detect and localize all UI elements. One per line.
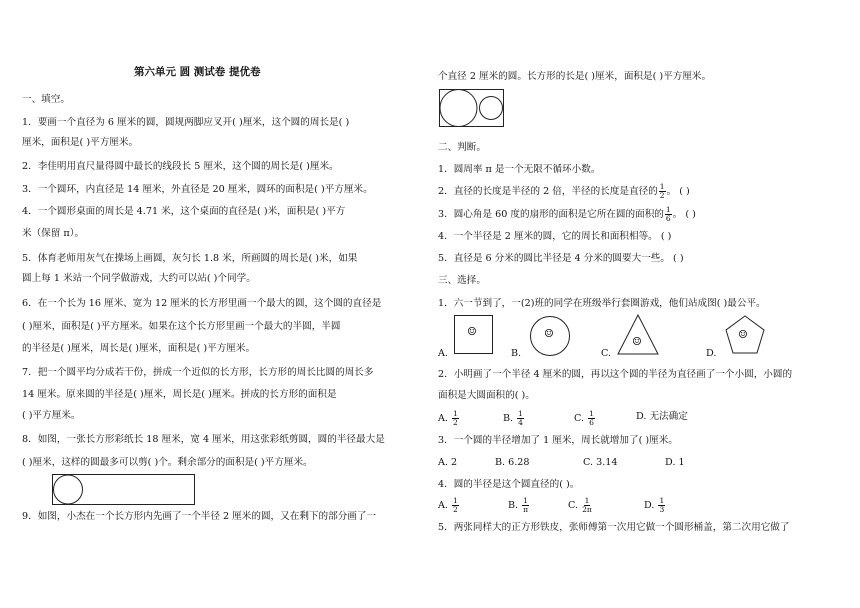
choice-2-option-d: D. 无法确定 (636, 411, 688, 422)
choice-2-option-c: C. $\frac{1}{6}$ (574, 409, 594, 427)
choice-1-option-b: B. (511, 348, 522, 359)
question-1-line-1: 1．要画一个直径为 6 厘米的圆，圆规两脚应叉开( )厘米，这个圆的周长是( ) (22, 117, 350, 128)
choice-2-option-a: A. $\frac{1}{2}$ (438, 409, 458, 427)
choice-4-option-c: C. $\frac{1}{2\pi}$ (568, 496, 592, 514)
question-6-line-2: ( )厘米，面积是( )平方厘米。如果在这个长方形里画一个最大的半圆，半圆 (22, 321, 341, 332)
choice-3: 3．一个圆的半径增加了 1 厘米，周长就增加了( )厘米。 (438, 435, 678, 446)
choice-4-option-a: A. $\frac{1}{2}$ (438, 496, 458, 514)
choice-4: 4．圆的半径是这个圆直径的( )。 (438, 479, 580, 490)
choice-1-option-a: A. (438, 348, 448, 359)
page-title: 第六单元 圆 测试卷 提优卷 (134, 66, 261, 78)
judge-3: 3．圆心角是 60 度的扇形的面积是它所在圆的面积的 $\frac{1}{6}$ 。 ( ) (438, 205, 696, 223)
judge-5: 5．直径是 6 分米的圆比半径是 4 分米的圆要大一些。 ( ) (438, 253, 684, 264)
smiley-icon: ☺ (544, 327, 554, 340)
smiley-icon: ☺ (632, 335, 642, 348)
question-6-line-1: 6．在一个长为 16 厘米、宽为 12 厘米的长方形里画一个最大的圆，这个圆的直径是 (22, 298, 382, 309)
rectangle-two-circles-figure (439, 89, 505, 128)
question-7-line-1: 7．把一个圆平均分成若干份，拼成一个近似的长方形，长方形的周长比圆的周长多 (22, 367, 374, 378)
question-7-line-3: ( )平方厘米。 (22, 410, 81, 421)
question-6-line-3: 的半径是( )厘米，周长是( )厘米，面积是( )平方厘米。 (22, 343, 256, 354)
section-judge-heading: 二、判断。 (438, 142, 486, 153)
choice-3-option-a: A. 2 (438, 457, 458, 468)
fraction-one-half: $\frac{1}{2}$ (659, 182, 665, 200)
choice-4-option-d: D. $\frac{1}{3}$ (644, 496, 665, 514)
question-3: 3．一个圆环，内直径是 14 厘米，外直径是 20 厘米，圆环的面积是( )平方厘米。 (22, 184, 373, 195)
choice-3-option-c: C. 3.14 (583, 457, 618, 468)
section-choice-heading: 三、选择。 (438, 275, 486, 286)
section-fill-blank-heading: 一、填空。 (22, 94, 70, 105)
judge-2: 2．直径的长度是半径的 2 倍，半径的长度是直径的 $\frac{1}{2}$ 。 ( ) (438, 182, 690, 200)
smiley-icon: ☺ (738, 328, 748, 341)
question-1-line-2: 厘米，面积是( )平方厘米。 (22, 137, 139, 148)
smiley-icon: ☺ (467, 325, 477, 338)
question-8-line-2: ( )厘米，这样的圆最多可以剪( )个。剩余部分的面积是( )平方厘米。 (22, 457, 313, 468)
choice-2-option-b: B. $\frac{1}{4}$ (503, 409, 523, 427)
question-8-line-1: 8．如图，一张长方形彩纸长 18 厘米，宽 4 厘米，用这张彩纸剪圆，圆的半径最大是 (22, 434, 385, 445)
choice-2-line-1: 2．小明画了一个半径 4 厘米的圆，再以这个圆的半径为直径画了一个小圆，小圆的 (438, 369, 793, 380)
fraction-one-sixth: $\frac{1}{6}$ (665, 205, 671, 223)
question-9-line-1: 9．如图，小杰在一个长方形内先画了一个半径 2 厘米的圆，又在剩下的部分画了一 (22, 511, 377, 522)
question-4-line-1: 4．一个圆形桌面的周长是 4.71 米，这个桌面的直径是( )米，面积是( )平方 (22, 206, 346, 217)
choice-1-option-d: D. (706, 348, 717, 359)
paper-strip-figure (52, 474, 195, 506)
choice-4-option-b: B. $\frac{1}{\pi}$ (508, 496, 529, 514)
choice-3-option-d: D. 1 (665, 457, 685, 468)
question-2: 2．李佳明用直尺量得圆中最长的线段长 5 厘米，这个圆的周长是( )厘米。 (22, 161, 339, 172)
choice-1: 1．六一节到了，一(2)班的同学在班级举行套圈游戏，他们站成图( )最公平。 (438, 298, 766, 309)
choice-1-option-c: C. (601, 348, 612, 359)
question-5-line-2: 圆上每 1 米站一个同学做游戏，大约可以站( )个同学。 (22, 273, 256, 284)
judge-4: 4．一个半径是 2 厘米的圆，它的周长和面积相等。 ( ) (438, 231, 672, 242)
choice-5: 5．两张同样大的正方形铁皮，张师傅第一次用它做一个圆形桶盖，第二次用它做了 (438, 522, 790, 533)
choice-3-option-b: B. 6.28 (495, 457, 530, 468)
judge-1: 1．圆周率 π 是一个无限不循环小数。 (438, 164, 601, 175)
question-7-line-2: 14 厘米。原来圆的半径是( )厘米，周长是( )厘米。拼成的长方形的面积是 (22, 389, 337, 400)
question-5-line-1: 5．体育老师用灰气在操场上画圆，灰匀长 1.8 米，所画圆的周长是( )米，如果 (22, 253, 358, 264)
question-9-line-2: 个直径 2 厘米的圆。长方形的长是( )厘米，面积是( )平方厘米。 (438, 71, 712, 82)
question-4-line-2: 米（保留 π）。 (22, 228, 85, 239)
choice-2-line-2: 面积是大圆面积的( )。 (438, 390, 535, 401)
